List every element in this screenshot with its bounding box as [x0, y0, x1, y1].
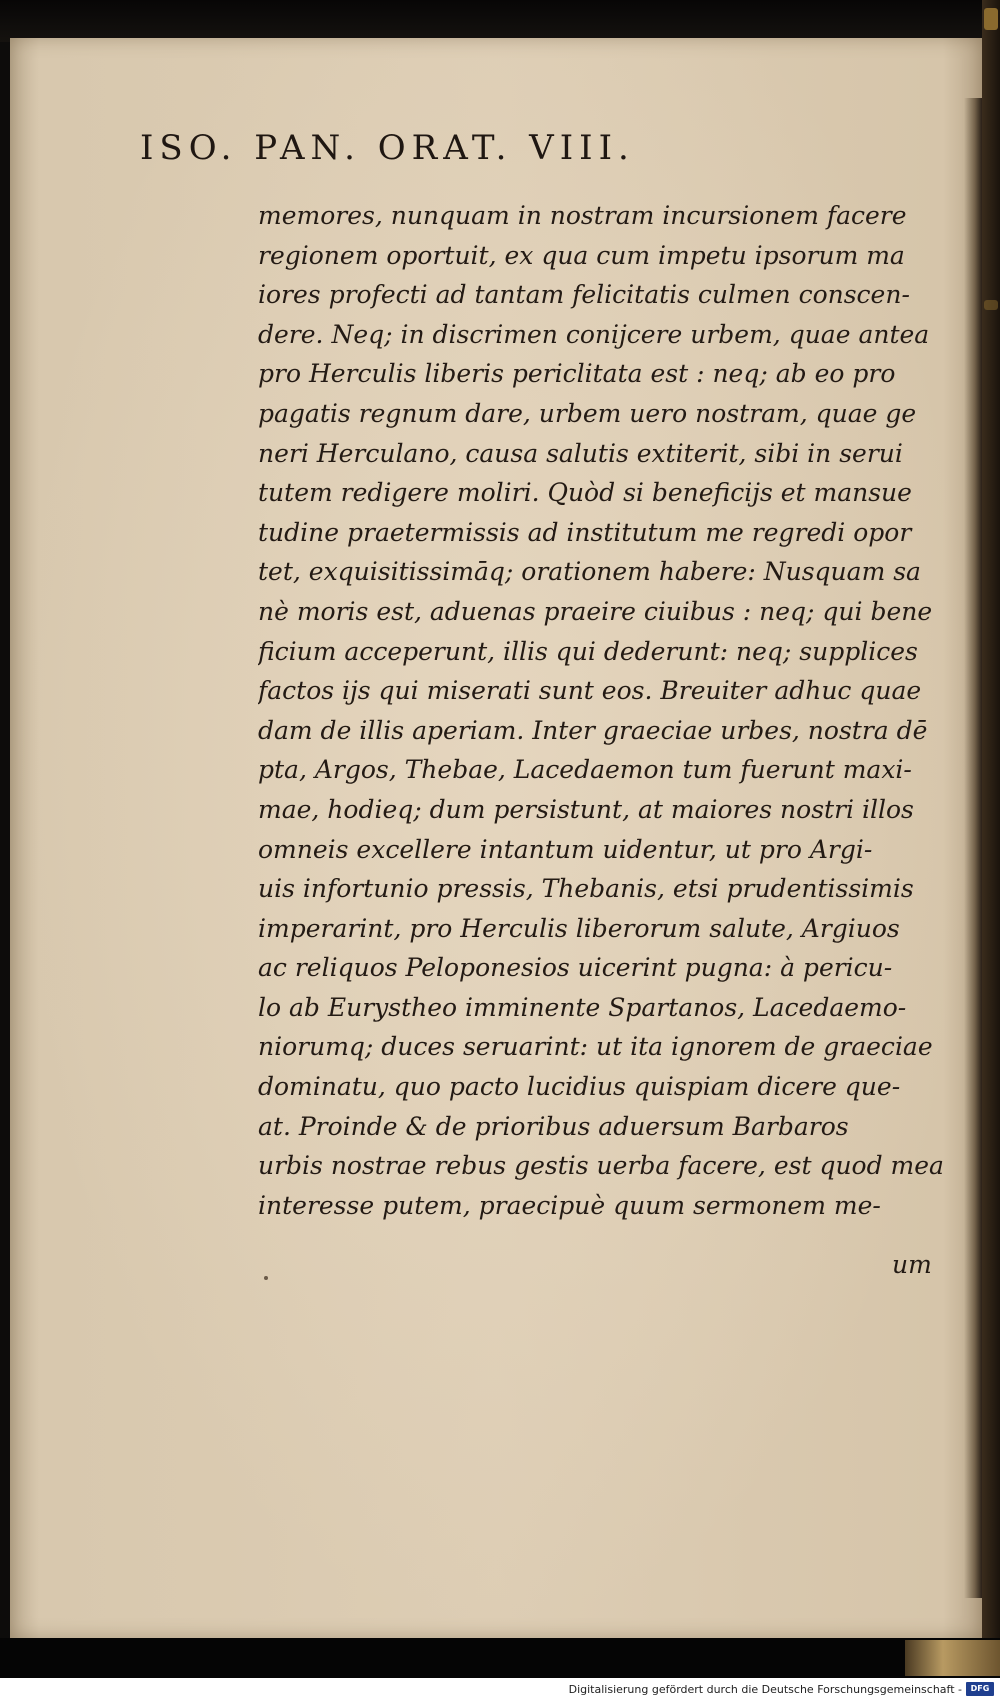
text-line: factos ijs qui miserati sunt eos. Breuiter adhuc quae	[258, 676, 922, 706]
page-fore-edge-shadow	[964, 98, 982, 1598]
text-line: tutem redigere moliri. Quòd si beneficijs et mansue	[258, 478, 912, 508]
text-line: tudine praetermissis ad institutum me regredi opor	[258, 517, 912, 547]
text-line: memores, nunquam in nostram incursionem facere	[258, 201, 907, 230]
text-line: uis infortunio pressis, Thebanis, etsi prudentissimis	[258, 874, 914, 904]
text-line: dam de illis aperiam. Inter graeciae urbes, nostra dē	[258, 715, 928, 745]
text-line: interesse putem, praecipuè quum sermonem me-	[258, 1190, 881, 1220]
text-line: mae, hodieq; dum persistunt, at maiores nostri illos	[258, 794, 914, 824]
scan-right-border	[982, 0, 1000, 1701]
running-head: ISO. PAN. ORAT. VIII.	[140, 128, 635, 168]
dfg-logo-icon: DFG	[966, 1682, 994, 1696]
text-line: neri Herculano, causa salutis extiterit, sibi in serui	[258, 438, 903, 468]
text-line: pro Herculis liberis periclitata est : neq; ab eo pro	[258, 359, 896, 389]
text-line: ac reliquos Peloponesios uicerint pugna: à pericu-	[258, 953, 893, 983]
text-line: lo ab Eurystheo imminente Spartanos, Lacedaemo-	[258, 992, 907, 1022]
scan-bottom-border	[0, 1638, 1000, 1678]
text-line: iores profecti ad tantam felicitatis culmen conscen-	[258, 280, 910, 310]
text-line: pagatis regnum dare, urbem uero nostram, quae ge	[258, 398, 917, 428]
text-line: niorumq; duces seruarint: ut ita ignorem de graeciae	[258, 1032, 933, 1062]
text-line: at. Proinde & de prioribus aduersum Barbaros	[258, 1111, 849, 1141]
text-line: nè moris est, aduenas praeire ciuibus : neq; qui bene	[258, 596, 933, 626]
edge-blot	[984, 300, 998, 310]
text-line: omneis excellere intantum uidentur, ut pro Argi-	[258, 834, 873, 864]
text-line: tet, exquisitissimāq; orationem habere: Nusquam sa	[258, 557, 921, 587]
edge-blot	[984, 8, 998, 30]
digitization-credit-bar	[0, 1678, 1000, 1701]
scan-top-border	[0, 0, 1000, 42]
ink-speck	[264, 1276, 268, 1280]
text-line: regionem oportuit, ex qua cum impetu ipsorum ma	[258, 240, 905, 270]
text-line: pta, Argos, Thebae, Lacedaemon tum fuerunt maxi-	[258, 755, 912, 785]
text-line: ficium acceperunt, illis qui dederunt: neq; supplices	[258, 636, 918, 666]
text-line: urbis nostrae rebus gestis uerba facere, est quod mea	[258, 1151, 944, 1181]
book-corner	[905, 1640, 1000, 1676]
text-line: dere. Neq; in discrimen conijcere urbem, quae antea	[258, 319, 930, 349]
catchword: um	[892, 1250, 932, 1279]
text-line: dominatu, quo pacto lucidius quispiam dicere que-	[258, 1072, 901, 1102]
body-text	[258, 196, 948, 1225]
digitization-credit: Digitalisierung gefördert durch die Deutsche Forschungsgemeinschaft -	[568, 1683, 962, 1696]
text-line: imperarint, pro Herculis liberorum salute, Argiuos	[258, 913, 900, 943]
